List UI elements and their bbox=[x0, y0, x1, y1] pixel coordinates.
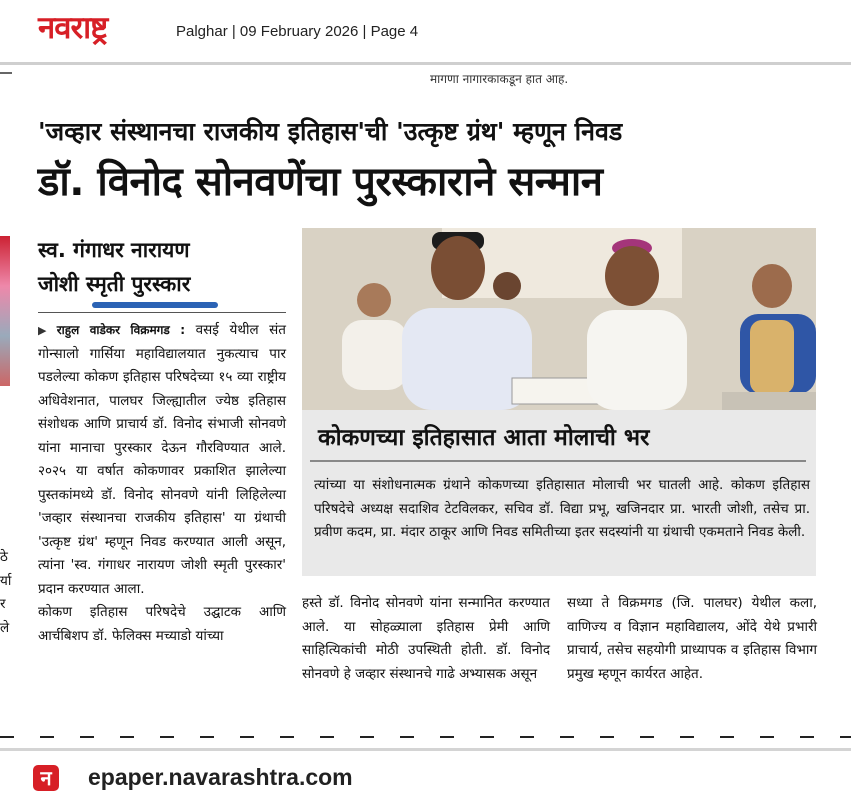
subhead-line-1: स्व. गंगाधर नारायण bbox=[38, 238, 190, 262]
subhead-rule bbox=[38, 312, 286, 313]
edge-char: र्या bbox=[0, 572, 12, 589]
neighbor-photo-edge bbox=[0, 236, 10, 386]
newspaper-logo[interactable]: नवराष्ट्र bbox=[38, 10, 108, 46]
byline: राहुल वाडेकर विक्रमगड : bbox=[56, 323, 186, 337]
neighbor-text-edge bbox=[0, 546, 14, 640]
header-divider bbox=[0, 62, 851, 65]
highlight-heading: कोकणच्या इतिहासात आता मोलाची भर bbox=[318, 425, 650, 451]
award-ceremony-photo bbox=[302, 228, 816, 410]
article-column-3: सध्या ते विक्रमगड (जि. पालघर) येथील कला, वाणिज्य व विज्ञान महाविद्यालय, ओंदे येथे प्रभारी प्राचार्य, तसेच सहयोगी प्राध्यापक व इतिहास विभाग प्रमुख म्हणून कार्यरत आहेत. bbox=[567, 595, 817, 682]
edge-char: र bbox=[0, 596, 6, 612]
edition-info: Palghar | 09 February 2026 | Page 4 bbox=[176, 23, 419, 40]
article-kicker: 'जव्हार संस्थानचा राजकीय इतिहास'ची 'उत्कृष्ट ग्रंथ' म्हणून निवड bbox=[38, 117, 623, 146]
masthead bbox=[0, 0, 851, 62]
cropped-bottom-text-edge bbox=[0, 736, 851, 738]
epaper-link[interactable]: epaper.navarashtra.com bbox=[88, 764, 353, 790]
article-column-2: हस्ते डॉ. विनोद सोनवणे यांना सन्मानित करण्यात आले. या सोहळ्याला इतिहास प्रेमी आणि साहित्यिकांची मोठी उपस्थिती होती. डॉ. विनोद सोनवणे हे जव्हार संस्थानचे गाढे अभ्यासक असून bbox=[302, 595, 550, 682]
edge-char: ठे bbox=[0, 549, 8, 565]
col1-paragraph-2: कोकण इतिहास परिषदेचे उद्घाटक आणि आर्चबिशप डॉ. फेलिक्स मच्याडो यांच्या bbox=[38, 604, 286, 644]
col1-paragraph: वसई येथील संत गोन्सालो गार्सिया महाविद्यालयात नुकत्याच पार पडलेल्या कोकण इतिहास परिषदेच्या १५ व्या राष्ट्रीय अधिवेशनात, पालघर जिल्ह्यातील ज्येष्ठ इतिहास संशोधक आणि प्राचार्य डॉ. विनोद संभाजी सोनवणे यांना मानाचा पुरस्कार देऊन गौरविण्यात आले. २०२५ या वर्षात कोकणावर प्रकाशित झालेल्या पुस्तकांमध्ये डॉ. विनोद सोनवणे यांनी लिहिलेल्या 'जव्हार संस्थानचा राजकीय इतिहास' या ग्रंथाची 'उत्कृष्ट ग्रंथ' म्हणून निवड करण्यात आली असून, त्यांना 'स्व. गंगाधर नारायण जोशी स्मृती पुरस्कार' प्रदान करण्यात आला. bbox=[38, 322, 286, 597]
clipped-prev-text: मागणा नागारकाकडून हात आह. bbox=[430, 72, 569, 86]
clip-edge-mark bbox=[0, 72, 12, 74]
footer-divider bbox=[0, 748, 851, 751]
subhead-accent-bar bbox=[92, 302, 218, 308]
article-column-1 bbox=[38, 319, 286, 648]
byline-arrow-icon: ▶ bbox=[38, 324, 53, 337]
highlight-text: त्यांच्या या संशोधनात्मक ग्रंथाने कोकणच्या इतिहासात मोलाची भर घातली आहे. कोकण इतिहास परिषदेचे अध्यक्ष सदाशिव टेटविलकर, सचिव डॉ. विद्या प्रभू, खजिनदार प्रा. भारती जोशी, तसेच प्रा. प्रवीण कदम, प्रा. मंदार ठाकूर आणि निवड समितीच्या इतर सदस्यांनी या ग्रंथाची एकमताने निवड केली. bbox=[314, 477, 810, 540]
navarashtra-logo-icon[interactable]: न bbox=[33, 765, 59, 791]
edge-char: ले bbox=[0, 619, 10, 636]
subhead-line-2: जोशी स्मृती पुरस्कार bbox=[38, 272, 191, 296]
article-headline: डॉ. विनोद सोनवणेंचा पुरस्काराने सन्मान bbox=[38, 159, 603, 205]
highlight-rule bbox=[310, 460, 806, 462]
